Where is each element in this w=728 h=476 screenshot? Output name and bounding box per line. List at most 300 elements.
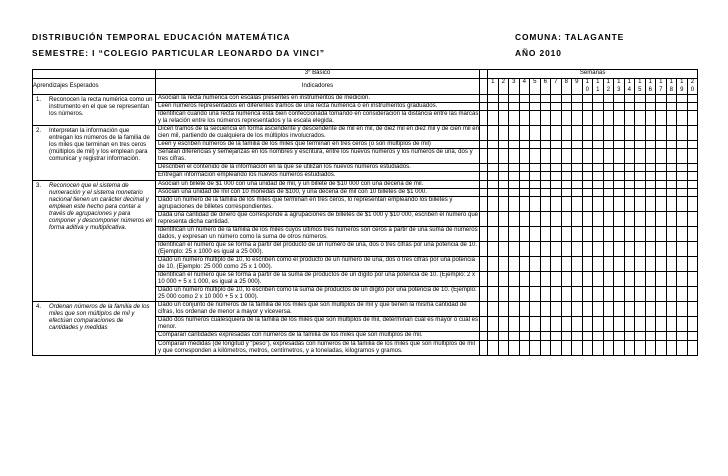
- week-cell: [666, 103, 677, 111]
- indicator-text: Asocian un billete de $1 000 con una unidad de mil, y un billete de $10 000 con una decena de mil.: [156, 180, 480, 188]
- indicator-text: Identifican cuando una recta numérica está bien confeccionada tomando en consideración la distancia entre las marcas y la relación entre los números representados y la escala elegida.: [156, 111, 480, 126]
- week-cell: [519, 272, 530, 287]
- week-cell: [593, 172, 604, 180]
- week-cell: [666, 272, 677, 287]
- week-number: [635, 79, 646, 95]
- week-cell: [561, 126, 572, 141]
- week-cell: [645, 340, 656, 355]
- week-cell: [498, 149, 509, 164]
- week-number-top: 1: [585, 79, 589, 85]
- week-cell: [614, 272, 625, 287]
- indicator-text: Asocian la recta numérica con escalas presentes en instrumentos de medición.: [156, 95, 480, 103]
- week-cell: [677, 164, 688, 172]
- week-cell: [582, 241, 593, 256]
- blank-cell: [480, 188, 488, 196]
- week-cell: [624, 111, 635, 126]
- week-cell: [572, 340, 583, 355]
- week-cell: [593, 111, 604, 126]
- week-cell: [614, 302, 625, 317]
- week-cell: [645, 126, 656, 141]
- week-number: [488, 79, 499, 95]
- week-number-top: 6: [543, 79, 547, 85]
- week-cell: [488, 256, 499, 271]
- week-number-top: 3: [512, 79, 516, 85]
- week-cell: [498, 141, 509, 149]
- week-cell: [666, 95, 677, 103]
- week-cell: [519, 241, 530, 256]
- week-cell: [624, 180, 635, 188]
- week-cell: [614, 317, 625, 332]
- blank-cell: [480, 141, 488, 149]
- indicator-text: Identifican el número que se forma a partir de la suma de productos de un dígito por una potencia de 10. (Ejemplo: 2 x 10 000 + 5 x 1 000, es igual a 25 000).: [156, 272, 480, 287]
- week-cell: [530, 317, 541, 332]
- week-cell: [593, 287, 604, 302]
- week-cell: [519, 302, 530, 317]
- week-number-bottom: [541, 87, 551, 95]
- week-cell: [593, 332, 604, 340]
- week-cell: [656, 340, 667, 355]
- week-cell: [666, 172, 677, 180]
- week-cell: [635, 95, 646, 103]
- week-cell: [687, 188, 698, 196]
- week-cell: [561, 111, 572, 126]
- week-cell: [551, 111, 562, 126]
- aprendizaje-cell: [33, 126, 156, 180]
- planning-table: [32, 69, 698, 356]
- week-cell: [656, 302, 667, 317]
- week-cell: [498, 196, 509, 211]
- week-cell: [519, 164, 530, 172]
- week-number-bottom: [509, 87, 519, 95]
- week-cell: [677, 226, 688, 241]
- week-cell: [582, 226, 593, 241]
- week-cell: [488, 317, 499, 332]
- week-cell: [540, 180, 551, 188]
- aprendizaje-cell: [33, 180, 156, 302]
- week-cell: [561, 95, 572, 103]
- week-number-top: 1: [491, 79, 495, 85]
- week-cell: [488, 95, 499, 103]
- week-cell: [551, 196, 562, 211]
- header-row-columns: [33, 79, 698, 95]
- week-number-top: 7: [554, 79, 558, 85]
- week-cell: [614, 256, 625, 271]
- week-cell: [656, 180, 667, 188]
- week-cell: [488, 241, 499, 256]
- indicator-text: Leen y escriben números de la familia de los miles que terminan en tres ceros (o son múltiplos de mil): [156, 141, 480, 149]
- week-cell: [530, 340, 541, 355]
- blank-cell: [480, 272, 488, 287]
- aprendizaje-wrap: [36, 183, 153, 232]
- week-cell: [624, 226, 635, 241]
- week-cell: [624, 340, 635, 355]
- week-cell: [582, 172, 593, 180]
- week-cell: [572, 111, 583, 126]
- week-cell: [687, 164, 698, 172]
- week-cell: [687, 172, 698, 180]
- week-cell: [582, 103, 593, 111]
- week-cell: [498, 317, 509, 332]
- week-cell: [656, 317, 667, 332]
- week-cell: [635, 180, 646, 188]
- week-cell: [614, 211, 625, 226]
- week-number-bottom: 8: [669, 86, 673, 93]
- week-cell: [666, 317, 677, 332]
- week-number-top: 9: [575, 79, 579, 85]
- col-indicadores-header: Indicadores: [156, 79, 480, 95]
- week-number-bottom: 3: [617, 86, 621, 93]
- week-cell: [582, 188, 593, 196]
- week-cell: [530, 95, 541, 103]
- week-cell: [519, 172, 530, 180]
- week-cell: [509, 180, 520, 188]
- week-number: [530, 79, 541, 95]
- week-cell: [624, 317, 635, 332]
- week-cell: [488, 196, 499, 211]
- week-cell: [509, 272, 520, 287]
- week-cell: [614, 95, 625, 103]
- week-cell: [551, 332, 562, 340]
- week-number: [624, 79, 635, 95]
- week-cell: [509, 211, 520, 226]
- week-cell: [624, 164, 635, 172]
- week-cell: [488, 141, 499, 149]
- week-cell: [498, 340, 509, 355]
- week-cell: [498, 172, 509, 180]
- week-cell: [593, 164, 604, 172]
- week-cell: [488, 340, 499, 355]
- blank-cell: [480, 126, 488, 141]
- week-cell: [488, 211, 499, 226]
- week-cell: [540, 95, 551, 103]
- week-cell: [530, 226, 541, 241]
- week-cell: [635, 226, 646, 241]
- week-cell: [687, 272, 698, 287]
- week-cell: [509, 226, 520, 241]
- week-cell: [561, 164, 572, 172]
- week-number-top: 1: [669, 79, 673, 85]
- week-cell: [687, 332, 698, 340]
- blank-cell: [480, 111, 488, 126]
- week-cell: [540, 226, 551, 241]
- week-cell: [645, 172, 656, 180]
- week-cell: [593, 180, 604, 188]
- week-cell: [677, 241, 688, 256]
- week-cell: [488, 188, 499, 196]
- indicator-text: Identifican un número de la familia de los miles cuyos últimos tres números son ceros a partir de una suma de números dados, y expresan un número como la suma de otros números.: [156, 226, 480, 241]
- week-cell: [614, 126, 625, 141]
- week-number: [677, 79, 688, 95]
- week-cell: [624, 126, 635, 141]
- week-cell: [561, 172, 572, 180]
- week-cell: [498, 302, 509, 317]
- week-cell: [488, 111, 499, 126]
- week-cell: [603, 172, 614, 180]
- week-cell: [614, 149, 625, 164]
- week-cell: [561, 340, 572, 355]
- week-cell: [677, 317, 688, 332]
- week-cell: [540, 287, 551, 302]
- week-cell: [635, 332, 646, 340]
- aprendizaje-wrap: [36, 304, 153, 332]
- week-cell: [677, 302, 688, 317]
- indicator-row: [33, 95, 698, 103]
- indicator-text: Dado un conjunto de números de la familia de los miles que son múltiplos de mil y que tienen la misma cantidad de cifras, los ordenan de menor a mayor y viceversa.: [156, 302, 480, 317]
- week-cell: [561, 287, 572, 302]
- indicator-text: Comparan cantidades expresadas con números de la familia de los miles que son múltiplos de mil.: [156, 332, 480, 340]
- week-number: [614, 79, 625, 95]
- document-title: DISTRIBUCIÓN TEMPORAL EDUCACIÓN MATEMÁTICA: [32, 32, 291, 42]
- week-cell: [540, 103, 551, 111]
- week-cell: [614, 164, 625, 172]
- week-cell: [509, 332, 520, 340]
- week-cell: [572, 196, 583, 211]
- week-cell: [645, 226, 656, 241]
- week-cell: [603, 103, 614, 111]
- week-cell: [635, 340, 646, 355]
- week-cell: [656, 111, 667, 126]
- week-cell: [624, 141, 635, 149]
- indicator-text: Dicen tramos de la secuencia en forma ascendente y descendente de mil en mil, de diez mil en diez mil y de cien mil en cien mil, partiendo de cualquiera de los múltiplos involucrados.: [156, 126, 480, 141]
- week-cell: [572, 188, 583, 196]
- week-cell: [645, 103, 656, 111]
- week-number-bottom: 9: [680, 86, 684, 93]
- indicator-text: Dada una cantidad de dinero que corresponde a agrupaciones de billetes de $1 000 y $10 000, escriben el número que representa dicha cantidad.: [156, 211, 480, 226]
- week-cell: [551, 188, 562, 196]
- week-cell: [593, 340, 604, 355]
- week-cell: [519, 317, 530, 332]
- week-cell: [498, 211, 509, 226]
- blank-cell: [480, 241, 488, 256]
- week-cell: [498, 272, 509, 287]
- week-number-top: 8: [564, 79, 568, 85]
- week-number: [572, 79, 583, 95]
- week-cell: [582, 317, 593, 332]
- week-cell: [561, 149, 572, 164]
- blank-cell: [480, 317, 488, 332]
- week-cell: [530, 332, 541, 340]
- week-number-top: 2: [690, 79, 695, 85]
- week-cell: [645, 332, 656, 340]
- week-cell: [624, 196, 635, 211]
- week-cell: [614, 180, 625, 188]
- week-cell: [656, 95, 667, 103]
- blank-cell: [480, 172, 488, 180]
- week-cell: [624, 95, 635, 103]
- week-cell: [530, 164, 541, 172]
- week-cell: [614, 287, 625, 302]
- week-cell: [519, 332, 530, 340]
- week-cell: [656, 287, 667, 302]
- week-cell: [656, 126, 667, 141]
- week-cell: [656, 332, 667, 340]
- week-cell: [666, 126, 677, 141]
- week-number-bottom: [562, 87, 572, 95]
- week-cell: [519, 211, 530, 226]
- week-cell: [488, 226, 499, 241]
- week-cell: [635, 302, 646, 317]
- week-cell: [645, 317, 656, 332]
- indicator-row: [33, 126, 698, 141]
- week-cell: [498, 126, 509, 141]
- week-cell: [593, 302, 604, 317]
- week-cell: [540, 164, 551, 172]
- week-cell: [561, 180, 572, 188]
- week-cell: [656, 188, 667, 196]
- week-cell: [498, 241, 509, 256]
- week-cell: [488, 332, 499, 340]
- week-cell: [635, 164, 646, 172]
- week-cell: [551, 95, 562, 103]
- week-cell: [677, 149, 688, 164]
- week-cell: [656, 241, 667, 256]
- week-cell: [561, 226, 572, 241]
- week-cell: [551, 211, 562, 226]
- week-cell: [519, 103, 530, 111]
- week-cell: [519, 340, 530, 355]
- year-label: AÑO 2010: [515, 48, 562, 58]
- week-cell: [624, 103, 635, 111]
- week-number-bottom: 6: [648, 86, 652, 93]
- week-number-bottom: 1: [596, 86, 600, 93]
- week-cell: [561, 272, 572, 287]
- week-cell: [572, 287, 583, 302]
- aprendizaje-text: Interpretan la información que entregan los números de la familia de los miles que terminan en tres ceros (múltiplos de mil) y los emplean para comunicar y registrar información.: [49, 128, 150, 163]
- week-number-top: 1: [648, 79, 652, 85]
- week-cell: [666, 211, 677, 226]
- week-cell: [645, 196, 656, 211]
- week-cell: [498, 103, 509, 111]
- week-cell: [498, 256, 509, 271]
- week-cell: [645, 287, 656, 302]
- week-number-bottom: 0: [690, 86, 695, 93]
- week-cell: [666, 241, 677, 256]
- week-number-bottom: [572, 87, 582, 95]
- week-cell: [509, 256, 520, 271]
- week-cell: [656, 141, 667, 149]
- week-cell: [540, 317, 551, 332]
- commune-label: COMUNA: TALAGANTE: [515, 32, 625, 42]
- week-cell: [645, 241, 656, 256]
- week-number: [582, 79, 593, 95]
- week-cell: [645, 180, 656, 188]
- week-cell: [582, 141, 593, 149]
- week-cell: [519, 141, 530, 149]
- week-number-top: 1: [680, 79, 684, 85]
- week-cell: [551, 287, 562, 302]
- week-cell: [603, 226, 614, 241]
- week-number-bottom: 0: [585, 86, 589, 93]
- week-cell: [572, 164, 583, 172]
- week-cell: [572, 302, 583, 317]
- week-cell: [614, 172, 625, 180]
- week-cell: [687, 340, 698, 355]
- aprendizaje-wrap: [36, 97, 153, 118]
- week-cell: [593, 141, 604, 149]
- week-cell: [540, 141, 551, 149]
- week-cell: [582, 126, 593, 141]
- week-cell: [603, 149, 614, 164]
- week-cell: [603, 287, 614, 302]
- blank-cell: [480, 302, 488, 317]
- aprendizaje-number: 3.: [36, 182, 42, 189]
- week-cell: [687, 180, 698, 188]
- week-cell: [614, 103, 625, 111]
- week-number-bottom: 7: [659, 86, 663, 93]
- week-cell: [677, 180, 688, 188]
- week-cell: [530, 272, 541, 287]
- week-cell: [551, 172, 562, 180]
- week-number: [509, 79, 520, 95]
- week-cell: [551, 226, 562, 241]
- week-cell: [551, 164, 562, 172]
- week-cell: [656, 226, 667, 241]
- week-cell: [530, 180, 541, 188]
- week-cell: [561, 188, 572, 196]
- week-cell: [687, 141, 698, 149]
- indicator-text: Señalan diferencias y semejanzas en los nombres y escritura, entre los nuevos números y los números de una, dos y tres cifras.: [156, 149, 480, 164]
- week-cell: [603, 164, 614, 172]
- indicator-text: Dado un número múltiplo de 10, lo escriben como el producto de un número de una, dos o tres cifras por una potencia de 10. (Ejemplo: 25 000 como 25 x 1 000).: [156, 256, 480, 271]
- week-cell: [666, 340, 677, 355]
- week-number: [519, 79, 530, 95]
- week-cell: [498, 332, 509, 340]
- week-cell: [582, 149, 593, 164]
- week-number-bottom: 4: [627, 86, 631, 93]
- week-cell: [677, 95, 688, 103]
- blank-cell: [480, 196, 488, 211]
- week-number-bottom: [520, 87, 530, 95]
- week-cell: [488, 164, 499, 172]
- week-cell: [677, 188, 688, 196]
- week-cell: [572, 180, 583, 188]
- week-cell: [519, 226, 530, 241]
- week-cell: [593, 317, 604, 332]
- week-cell: [582, 95, 593, 103]
- indicator-text: Dado dos números cualesquiera de la familia de los miles que son múltiplos de mil, determinan cuál es mayor o cuál es menor.: [156, 317, 480, 332]
- week-number-top: 1: [638, 79, 642, 85]
- week-cell: [582, 340, 593, 355]
- blank-cell: [480, 340, 488, 355]
- week-number-bottom: 2: [606, 86, 610, 93]
- week-cell: [519, 111, 530, 126]
- week-cell: [593, 226, 604, 241]
- week-cell: [603, 241, 614, 256]
- week-cell: [687, 111, 698, 126]
- week-cell: [624, 211, 635, 226]
- week-number: [666, 79, 677, 95]
- week-cell: [488, 149, 499, 164]
- week-cell: [519, 149, 530, 164]
- aprendizaje-cell: [33, 95, 156, 126]
- week-cell: [666, 111, 677, 126]
- week-cell: [530, 172, 541, 180]
- week-cell: [572, 226, 583, 241]
- week-cell: [530, 111, 541, 126]
- week-cell: [656, 196, 667, 211]
- week-cell: [624, 256, 635, 271]
- week-cell: [572, 272, 583, 287]
- week-cell: [687, 241, 698, 256]
- header-spacer-cell: [480, 79, 488, 95]
- week-number-top: 5: [533, 79, 537, 85]
- week-cell: [645, 188, 656, 196]
- week-cell: [624, 302, 635, 317]
- aprendizaje-number: 4.: [36, 304, 42, 311]
- week-cell: [687, 302, 698, 317]
- week-cell: [635, 188, 646, 196]
- week-cell: [603, 95, 614, 103]
